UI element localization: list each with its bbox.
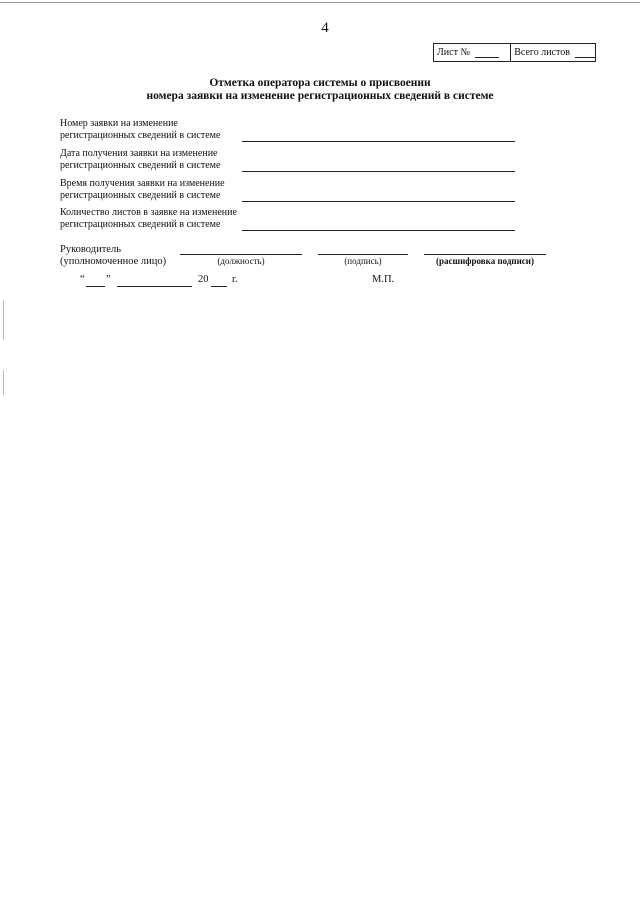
date-year-prefix: 20	[198, 274, 209, 285]
signature-decoding-line[interactable]	[424, 254, 546, 255]
receipt-time-field-label	[60, 178, 250, 202]
request-number-field-line[interactable]	[242, 141, 515, 142]
signature-decoding-caption: (расшифровка подписи)	[436, 256, 534, 266]
sheet-number-blank[interactable]	[475, 48, 499, 58]
receipt-date-field-label	[60, 148, 250, 172]
receipt-date-field-line[interactable]	[242, 171, 515, 172]
request-number-field-label	[60, 118, 250, 142]
receipt-time-field-line[interactable]	[242, 201, 515, 202]
sheet-info-box	[433, 43, 596, 62]
date-close-quote: ”	[106, 274, 111, 285]
signatory-label	[60, 244, 166, 268]
field-label-line: регистрационных сведений в системе	[60, 190, 221, 201]
field-label-line: Количество листов в заявке на изменение	[60, 207, 237, 218]
sheet-count-field-line[interactable]	[242, 230, 515, 231]
date-year-blank[interactable]	[211, 286, 227, 287]
page-number: 4	[321, 20, 329, 36]
scan-edge-mark	[3, 370, 4, 395]
scan-edge-mark	[3, 300, 4, 340]
position-caption: (должность)	[217, 256, 265, 266]
field-label-line: Время получения заявки на изменение	[60, 178, 225, 189]
signatory-role-note: (уполномоченное лицо)	[60, 256, 167, 267]
scan-edge-line	[0, 2, 640, 3]
total-sheets-blank[interactable]	[575, 48, 595, 58]
stamp-place-label: М.П.	[372, 274, 395, 285]
date-month-blank[interactable]	[117, 286, 192, 287]
date-day-blank[interactable]	[86, 286, 105, 287]
sheet-number-label: Лист №	[437, 47, 470, 58]
signatory-role: Руководитель	[60, 244, 121, 255]
form-title	[60, 77, 580, 103]
sheet-number-cell	[434, 44, 511, 61]
signature-line[interactable]	[318, 254, 408, 255]
field-label-line: Номер заявки на изменение	[60, 118, 178, 129]
form-title-line-1: Отметка оператора системы о присвоении	[209, 77, 431, 89]
date-open-quote: “	[80, 274, 85, 285]
sheet-count-field-label	[60, 207, 250, 231]
signature-caption: (подпись)	[344, 256, 382, 266]
total-sheets-cell	[511, 44, 595, 61]
field-label-line: Дата получения заявки на изменение	[60, 148, 218, 159]
field-label-line: регистрационных сведений в системе	[60, 160, 221, 171]
form-title-line-2: номера заявки на изменение регистрационных сведений в системе	[146, 90, 494, 102]
date-year-suffix: г.	[232, 274, 238, 285]
field-label-line: регистрационных сведений в системе	[60, 130, 221, 141]
position-line[interactable]	[180, 254, 302, 255]
total-sheets-label: Всего листов	[514, 47, 570, 58]
field-label-line: регистрационных сведений в системе	[60, 219, 221, 230]
